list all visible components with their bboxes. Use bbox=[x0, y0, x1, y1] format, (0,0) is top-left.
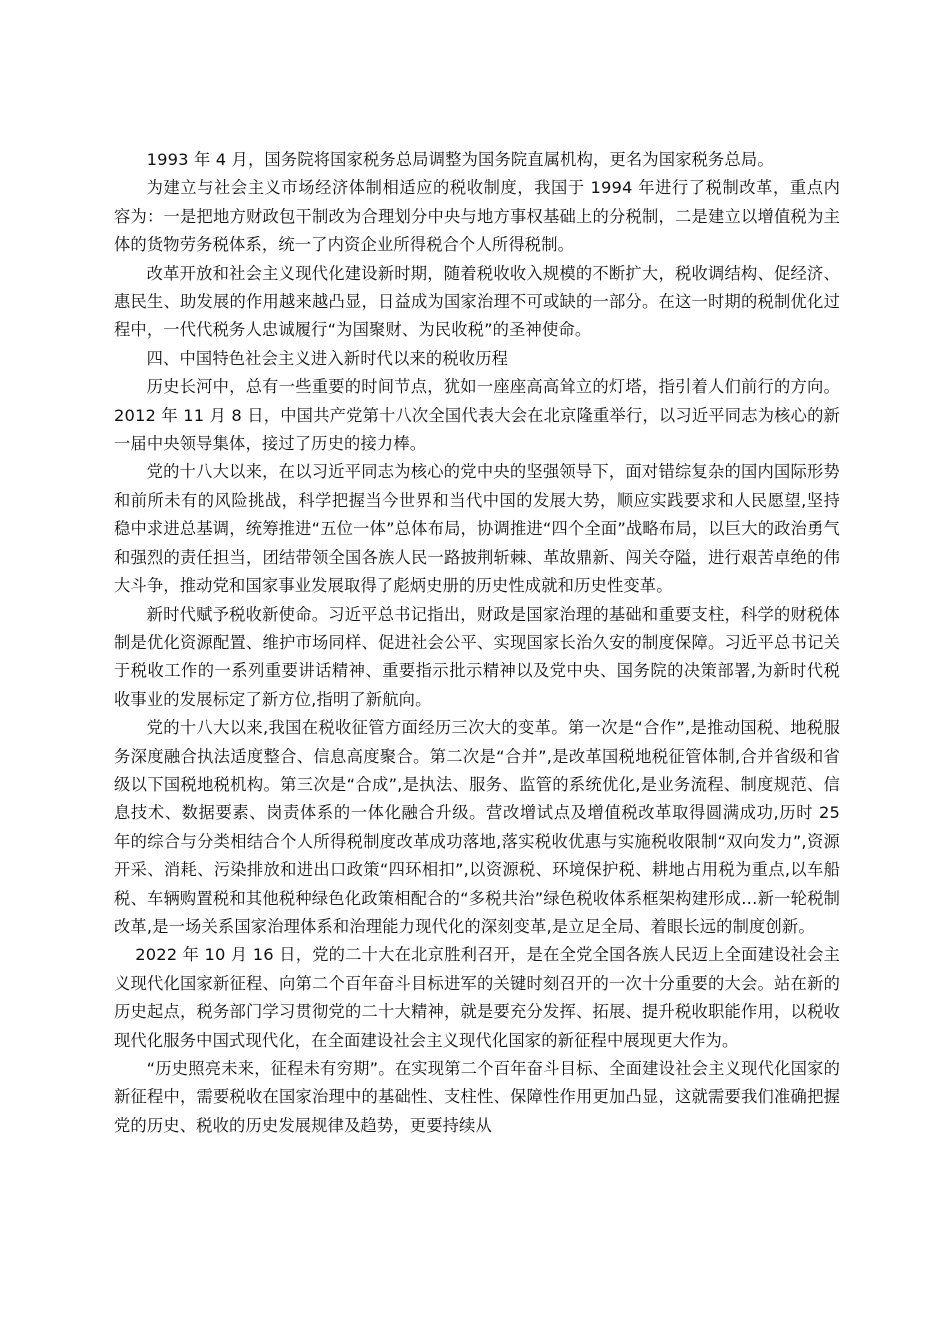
paragraph-1993-tax-bureau: 1993 年 4 月，国务院将国家税务总局调整为国务院直属机构，更名为国家税务总局。 bbox=[146, 150, 774, 169]
paragraph-reform-opening-period: 改革开放和社会主义现代化建设新时期，随着税收收入规模的不断扩大，税收调结构、促经济、惠民生、助发展的作用越来越凸显，日益成为国家治理不可或缺的一部分。在这一时期的税制优化过程中，一代代税务人忠诚履行“为国聚财、为民收税”的圣神使命。 bbox=[114, 263, 840, 340]
paragraph-new-mission: 新时代赋予税收新使命。习近平总书记指出，财政是国家治理的基础和重要支柱，科学的财税体制是优化资源配置、维护市场同样、促进社会公平、实现国家长治久安的制度保障。习近平总书记关于税收工作的一系列重要讲话精神、重要指示批示精神以及党中央、国务院的决策部署,为新时代税收事业的发展标定了新方位,指明了新航向。 bbox=[114, 604, 840, 709]
paragraph-history-future: “历史照亮未来，征程未有穷期”。在实现第二个百年奋斗目标、全面建设社会主义现代化国家的新征程中，需要税收在国家治理中的基础性、支柱性、保障性作用更加凸显，这就需要我们准确把握党的历史、税收的历史发展规律及趋势，更要持续从 bbox=[114, 1059, 840, 1135]
paragraph-20th-congress: 2022 年 10 月 16 日，党的二十大在北京胜利召开，是在全党全国各族人民迈上全面建设社会主义现代化国家新征程、向第二个百年奋斗目标进军的关键时刻召开的一次十分重要的大会。站在新的历史起点，税务部门学习贯彻党的二十大精神，就是要充分发挥、拓展、提升税收职能作用，以税收现代化服务中国式现代化，在全面建设社会主义现代化国家的新征程中展现更大作为。 bbox=[114, 945, 840, 1050]
paragraph-18th-congress: 历史长河中，总有一些重要的时间节点，犹如一座座高高耸立的灯塔，指引着人们前行的方向。2012 年 11 月 8 日，中国共产党第十八次全国代表大会在北京隆重举行，以习近平同志为核心的新一届中央领导集体，接过了历史的接力棒。 bbox=[114, 377, 840, 454]
paragraph-1994-tax-reform: 为建立与社会主义市场经济体制相适应的税收制度，我国于 1994 年进行了税制改革，重点内容为：一是把地方财政包干制改为合理划分中央与地方事权基础上的分税制，二是建立以增值税为主体的货物劳务税体系，统一了内资企业所得税合个人所得税制。 bbox=[114, 178, 840, 255]
paragraph-three-reforms: 党的十八大以来,我国在税收征管方面经历三次大的变革。第一次是“合作”,是推动国税、地税服务深度融合执法适度整合、信息高度聚合。第二次是“合并”,是改革国税地税征管体制,合并省级和省级以下国税地税机构。第三次是“合成”,是执法、服务、监管的系统优化,是业务流程、制度规范、信息技术、数据要素、岗责体系的一体化融合升级。营改增试点及增值税改革取得圆满成功,历时 25 年的综合与分类相结合个人所得税制度改革成功落地,落实税收优惠与实施税收限制“双向发力”,资源开采、消耗、污染排放和进出口政策“四环相扣”,以资源税、环境保护税、耕地占用税为重点,以车船税、车辆购置税和其他税种绿色化政策相配合的“多税共治”绿色税收体系框架构建形成…新一轮税制改革,是一场关系国家治理体系和治理能力现代化的深刻变革,是立足全局、着眼长远的制度创新。 bbox=[114, 718, 840, 936]
section-heading-new-era: 四、中国特色社会主义进入新时代以来的税收历程 bbox=[146, 348, 509, 368]
paragraph-since-18th-congress: 党的十八大以来，在以习近平同志为核心的党中央的坚强领导下，面对错综复杂的国内国际形势和前所未有的风险挑战，科学把握当今世界和当代中国的发展大势，顺应实践要求和人民愿望,坚持稳中求进总基调，统筹推进“五位一体”总体布局，协调推进“四个全面”战略布局，以巨大的政治勇气和强烈的责任担当，团结带领全国各族人民一路披荆斩棘、革故鼎新、闯关夺隘，进行艰苦卓绝的伟大斗争，推动党和国家事业发展取得了彪炳史册的历史性成就和历史性变革。 bbox=[114, 462, 840, 596]
document-page bbox=[114, 146, 840, 1140]
